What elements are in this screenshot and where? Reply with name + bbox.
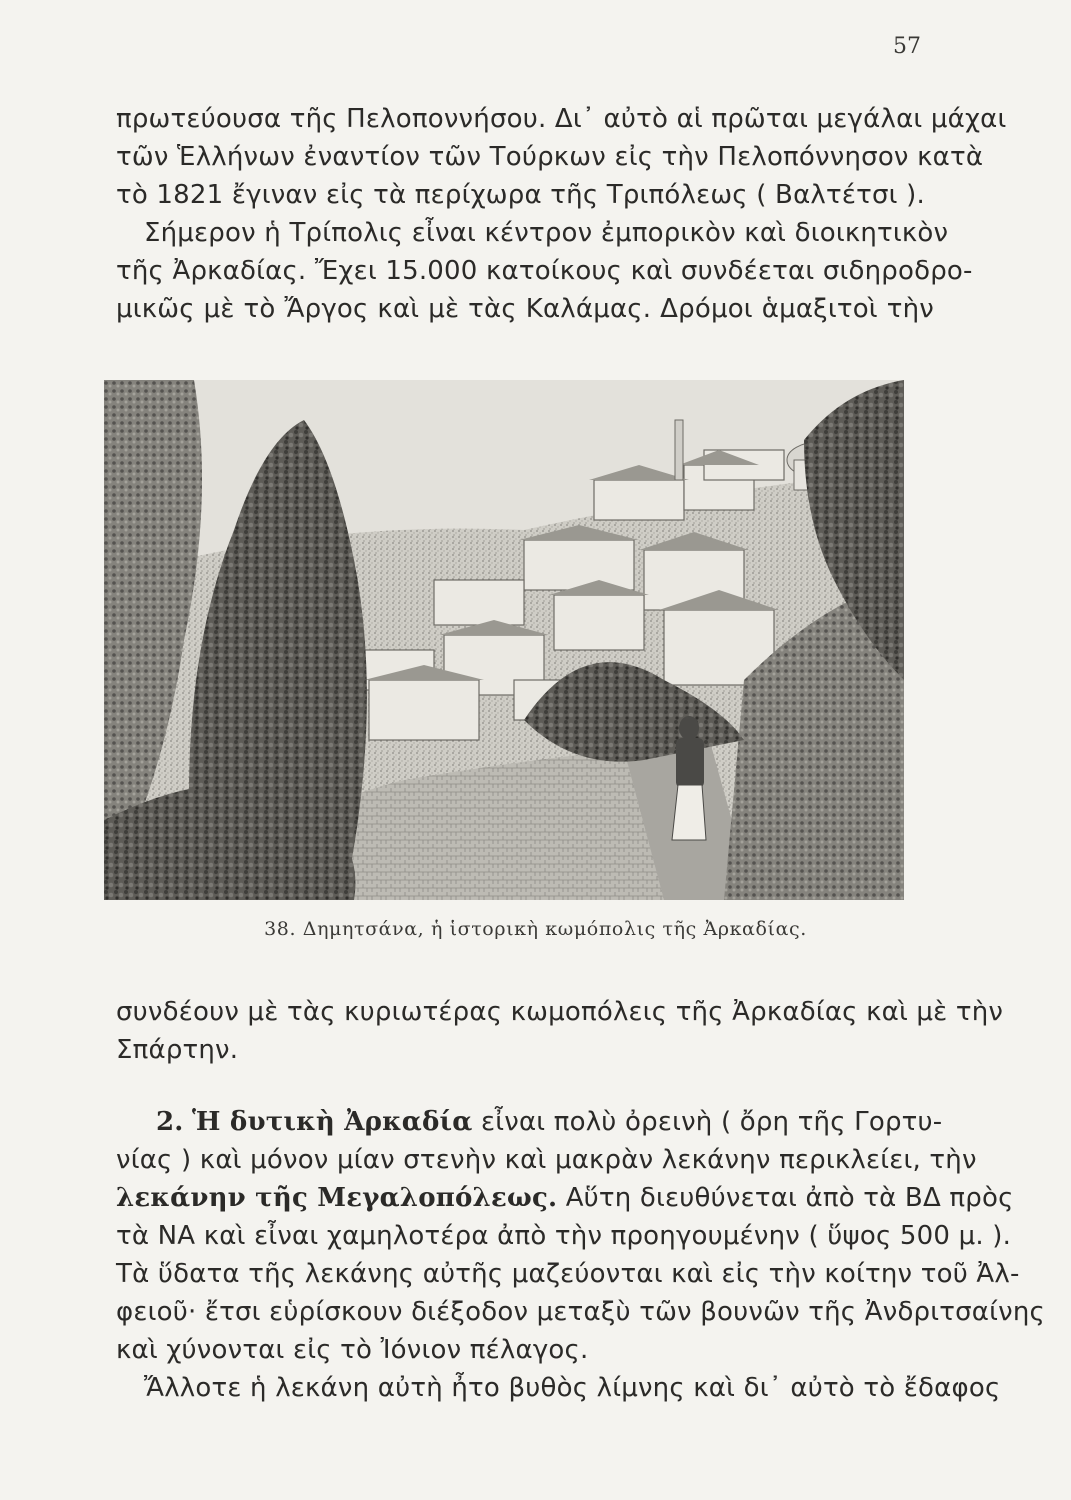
text-line: νίας ) καὶ μόνον μίαν στενὴν καὶ μακρὰν λεκάνην περικλείει, τὴν xyxy=(116,1145,977,1175)
text-line: Σήμερον ἡ Τρίπολις εἶναι κέντρον ἐμπορικὸν καὶ διοικητικὸν xyxy=(144,218,949,248)
text-line: τῶν Ἑλλήνων ἐναντίον τῶν Τούρκων εἰς τὴν Πελοπόννησον κατὰ xyxy=(116,142,984,172)
basin-name: λεκάνην τῆς Μεγαλοπόλεως. xyxy=(116,1183,558,1213)
text-line: Ἄλλοτε ἡ λεκάνη αὐτὴ ἦτο βυθὸς λίμνης καὶ δι᾽ αὐτὸ τὸ ἔδαφος xyxy=(144,1373,1001,1403)
section-title: Ἡ δυτικὴ Ἀρκαδία xyxy=(192,1107,473,1137)
text-line: συνδέουν μὲ τὰς κυριωτέρας κωμοπόλεις τῆς Ἀρκαδίας καὶ μὲ τὴν xyxy=(116,997,1004,1027)
text-line: Τὰ ὕδατα τῆς λεκάνης αὐτῆς μαζεύονται καὶ εἰς τὴν κοίτην τοῦ Ἀλ- xyxy=(116,1259,1020,1289)
text-line xyxy=(116,1179,1014,1217)
text-line: Σπάρτην. xyxy=(116,1035,239,1065)
text-span: Αὕτη διευθύνεται ἀπὸ τὰ ΒΔ πρὸς xyxy=(557,1183,1014,1213)
text-line: τῆς Ἀρκαδίας. Ἔχει 15.000 κατοίκους καὶ συνδέεται σιδηροδρο- xyxy=(116,256,973,286)
page-number: 57 xyxy=(893,34,921,59)
text-line: καὶ χύνονται εἰς τὸ Ἰόνιον πέλαγος. xyxy=(116,1335,589,1365)
top-paragraphs xyxy=(116,100,1007,328)
text-span: εἶναι πολὺ ὀρεινὴ ( ὄρη τῆς Γορτυ- xyxy=(472,1107,943,1137)
text-line: μικῶς μὲ τὸ Ἄργος καὶ μὲ τὰς Καλάμας. Δρόμοι ἁμαξιτοὶ τὴν xyxy=(116,294,934,324)
village-landscape-illustration xyxy=(104,380,904,900)
section-number: 2. xyxy=(156,1107,184,1137)
text-line: φειοῦ· ἔτσι εὑρίσκουν διέξοδον μεταξὺ τῶν βουνῶν τῆς Ἀνδριτσαίνης xyxy=(116,1297,1045,1327)
section-first-line xyxy=(116,1103,943,1141)
text-line: πρωτεύουσα τῆς Πελοποννήσου. Δι᾽ αὐτὸ αἱ πρῶται μεγάλαι μάχαι xyxy=(116,104,1007,134)
text-line: τὸ 1821 ἔγιναν εἰς τὰ περίχωρα τῆς Τριπόλεως ( Βαλτέτσι ). xyxy=(116,180,925,210)
photograph-dimitsana xyxy=(104,380,904,900)
text-line: τὰ ΝΑ καὶ εἶναι χαμηλοτέρα ἀπὸ τὴν προηγουμένην ( ὕψος 500 μ. ). xyxy=(116,1221,1012,1251)
bottom-paragraphs xyxy=(116,993,1045,1407)
figure-caption: 38. Δημητσάνα, ἡ ἱστορικὴ κωμόπολις τῆς Ἀρκαδίας. xyxy=(264,918,807,940)
